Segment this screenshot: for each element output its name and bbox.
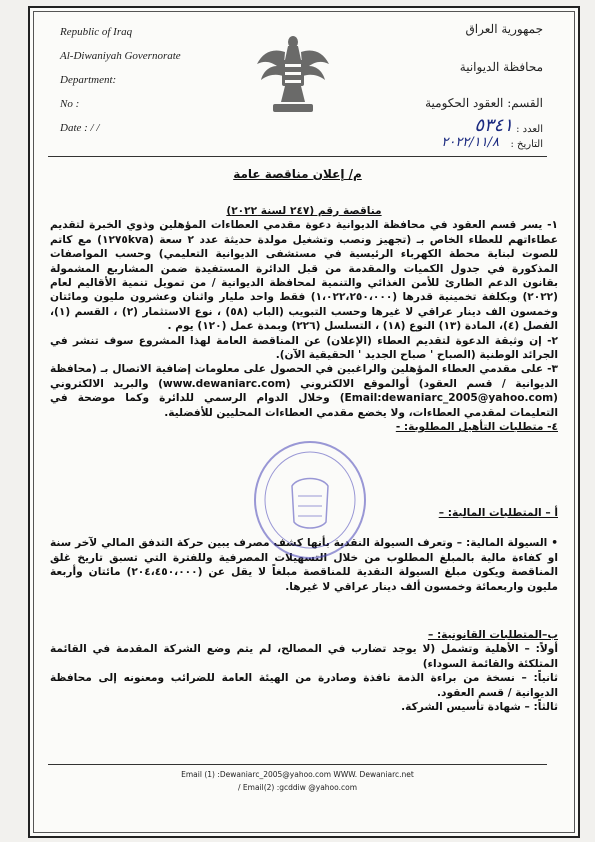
legal-heading: ب–المتطلبات القانونية: – [427,629,558,641]
circular-stamp [252,438,368,562]
liquidity-bullet: • السيولة المالية: – وتعرف السيولة النقدية بأنها كشف مصرف يبين حركة التدفق المالي لآخر سنة او كفاءة مالية بالمبلغ المطلوب من خلال التسهيلات المصرفية وللفترة التي تسبق تاريخ غلق المناقصة ويكون مبلغ السيولة النقدية للمناقصة مبلغاً لا يقل عن (٢٠٤،٤٥٠،٠٠٠) مائتان وأربعة مليون واربعمائة وخمسون ألف دينار عراقي لا غيرها. [50,537,558,593]
header-ar-number-value: ٥٣٤١ [474,115,513,136]
header-ar-date-value: ٢٠٢٢/١١/٨ [441,135,499,150]
footer-divider [48,764,547,765]
header-ar-date-label: التاريخ : [510,139,543,150]
notice-title: م/ إعلان مناقصة عامة [233,167,362,181]
paragraph-2: ٢- إن وثيقة الدعوة لتقديم العطاء (الإعلان) عن المناقصة العامة لهذا المشروع سوف تنشر في الجرائد الوطنية (الصباح ' صباح الجديد ' الحقيقية الآن). [50,334,558,362]
legal-section [50,628,558,714]
financial-heading: أ – المتطلبات المالية: – [438,507,558,519]
footer-emails-website: Email (1) :Dewaniarc_2005@yahoo.com WWW. Dewaniarc.net [181,770,414,779]
header-en-country: Republic of Iraq [60,26,133,38]
header-ar-country: جمهورية العراق [465,22,543,36]
footer-email-2: / Email(2) :gcddiw @yahoo.com [238,783,357,792]
legal-item-1: أولاً: – الأهلية وتشمل (لا يوجد تضارب في المصالح، لم يتم وضع الشركة المقدمة في القائمة المتلكئة والقائمة السوداء) [50,643,558,670]
tender-number: مناقصة رقم (٢٤٧ لسنة ٢٠٢٢) [226,205,382,217]
paragraph-4: ٤- متطلبات التأهيل المطلوبة: - [395,421,558,434]
paragraph-1: ١- يسر قسم العقود في محافظة الديوانية دعوة مقدمي العطاءات المؤهلين وذوي الخبرة لتقديم عطاءاتهم للعطاء الخاص بـ (تجهيز ونصب وتشغيل مولدة حديثة عدد ٢ سعة (١٢٧٥kva) مع كاتم للصوت لبناية محطة الكهرباء الرئيسية في مستشفى الديوانية التعليمي) وحسب المواصفات المذكورة في جدول الكميات والمقدمة من قبل الدائرة المستفيدة ضمن المشاريع المشمولة بقانون الدعم الطارئ للأمن الغذائي والتنمية لمحافظة الديوانية / من تمويل تنمية الأقاليم لعام (٢٠٢٢) وبكلفة تخمينية قدرها (١،٠٢٢،٢٥٠،٠٠٠) فقط واحد مليار واثنان وعشرون مليون ومائتان وخمسون الف دينار عراقي لا غيرها وحسب التبويب (الباب (٥٨) ، نوع الاستثمار (٢) ، القسم (١)، الفصل (٤)، المادة (١٣) النوع (١٨) ، التسلسل (٢٢٦) وبمدة عمل (١٢٠) يوم . [50,219,559,333]
header-en-governorate: Al-Diwaniyah Governorate [60,50,181,62]
legal-item-2: ثانياً: – نسخة من براءة الذمة نافذة وصادرة من الهيئة العامة للضرائب ومعنونه إلى محافظة الديوانية / قسم العقود. [50,672,558,699]
notice-body [50,204,558,435]
eagle-emblem-icon [255,30,331,116]
paragraph-3: ٣- على مقدمي العطاء المؤهلين والراغبين في الحصول على معلومات إضافية الاتصال بـ (محافظة الديوانية / قسم العقود) أوالموقع الالكتروني (www.dewaniarc.com) والبريد الالكتروني (Email:dewaniarc_2005@yahoo.com) وخلال الدوام الرسمي للدائرة وكما موضحة في التعليمات لمقدمي العطاءات، ولا يخضع مقدمي العطاءات المحليين للأفضلية. [50,363,558,419]
header-en-department: Department: [60,74,117,86]
header-en-date: Date : / / [60,122,100,134]
legal-item-3: ثالثاً: – شهادة تأسيس الشركة. [401,701,558,714]
header-divider [48,156,547,157]
header-en-number: No : [60,98,80,110]
header-ar-number-label: العدد : [516,124,543,135]
header-ar-governorate: محافظة الديوانية [459,60,543,74]
header-ar-department: القسم: العقود الحكومية [425,96,543,110]
